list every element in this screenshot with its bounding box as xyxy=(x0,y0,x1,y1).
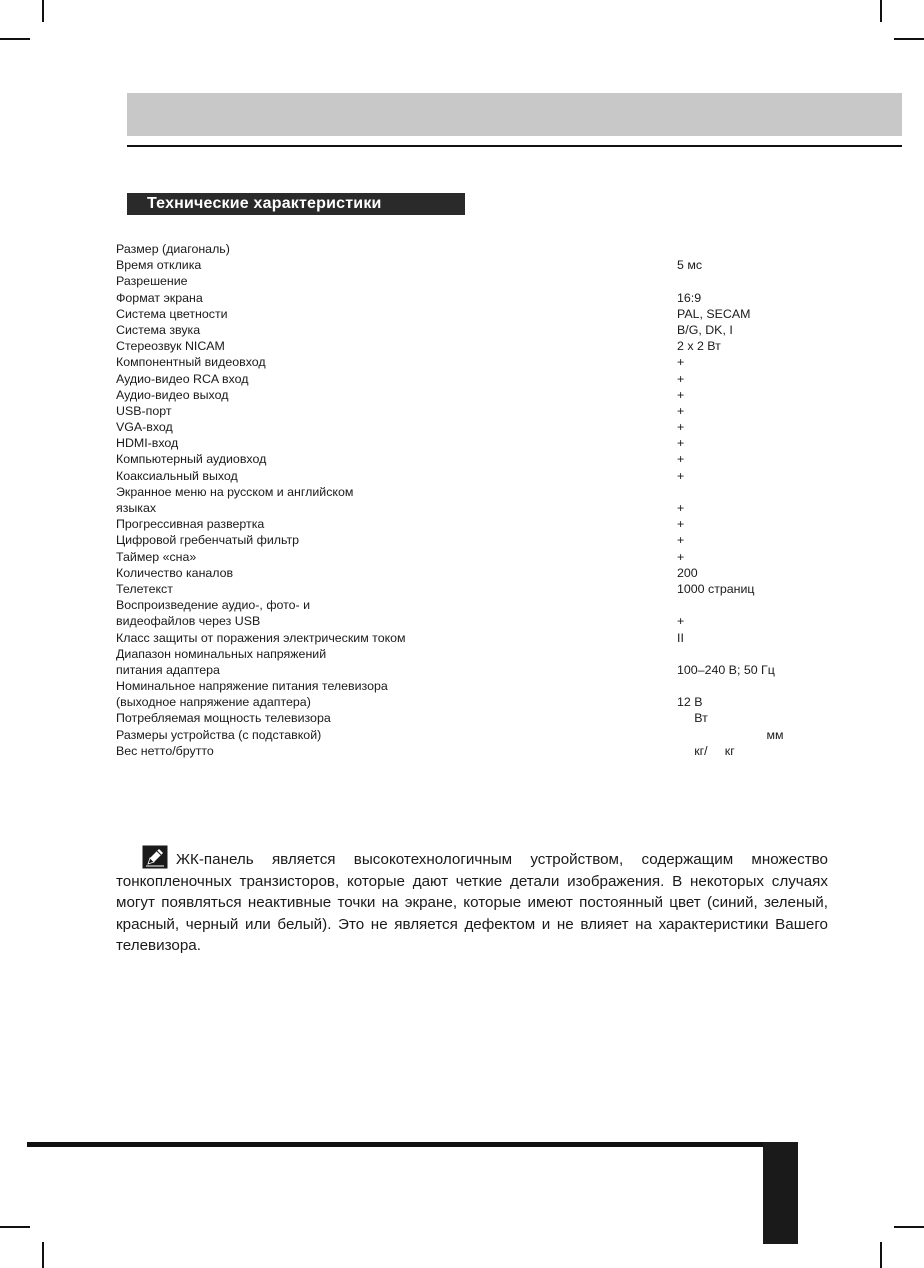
spec-label: Аудио-видео выход xyxy=(116,387,229,402)
spec-label: Количество каналов xyxy=(116,565,234,580)
note-text: ЖК-панель является высокотехнологичным устройством, содержащим множество тонкопленочных транзисторов, которые дают четкие детали изображения. В некоторых случаях могут появляться неактивные точки на экране, которые имеют постоянный цвет (синий, зеленый, красный, черный или белый). Это не является дефектом и не влияет на характеристики Вашего телевизора. xyxy=(116,851,828,955)
spec-row xyxy=(116,403,816,419)
spec-label: Потребляемая мощность телевизора xyxy=(116,711,331,726)
spec-row xyxy=(116,371,816,387)
spec-value: + xyxy=(677,517,685,532)
spec-value: 100–240 В; 50 Гц xyxy=(677,662,775,677)
spec-label: Компонентный видеовход xyxy=(116,355,266,370)
spec-row xyxy=(116,630,816,646)
spec-value: 200 xyxy=(677,565,698,580)
spec-value: + xyxy=(677,533,685,548)
spec-label: Компьютерный аудиовход xyxy=(116,452,267,467)
spec-label: Время отклика xyxy=(116,258,202,273)
crop-mark xyxy=(0,1226,30,1228)
spec-row xyxy=(116,613,816,629)
spec-value: + xyxy=(677,436,685,451)
spec-value: B/G, DK, I xyxy=(677,322,733,337)
crop-mark xyxy=(880,1242,882,1268)
spec-row xyxy=(116,549,816,565)
spec-value: 12 В xyxy=(677,695,703,710)
spec-row xyxy=(116,646,816,662)
spec-row xyxy=(116,484,816,500)
spec-row xyxy=(116,662,816,678)
spec-label: Коаксиальный выход xyxy=(116,468,238,483)
spec-row xyxy=(116,694,816,710)
spec-label: Вес нетто/брутто xyxy=(116,743,214,758)
spec-label: Диапазон номинальных напряжений xyxy=(116,646,327,661)
note-paragraph xyxy=(116,845,828,957)
spec-row xyxy=(116,451,816,467)
spec-label: (выходное напряжение адаптера) xyxy=(116,695,311,710)
crop-mark xyxy=(42,1242,44,1268)
spec-value: + xyxy=(677,371,685,386)
spec-label: питания адаптера xyxy=(116,662,220,677)
spec-value: + xyxy=(677,355,685,370)
spec-row xyxy=(116,500,816,516)
spec-row xyxy=(116,338,816,354)
spec-row xyxy=(116,565,816,581)
spec-label: Воспроизведение аудио-, фото- и xyxy=(116,598,311,613)
page-tab xyxy=(763,1142,798,1244)
spec-row xyxy=(116,581,816,597)
spec-row xyxy=(116,241,816,257)
spec-row xyxy=(116,290,816,306)
spec-value: + xyxy=(677,387,685,402)
spec-row xyxy=(116,354,816,370)
pencil-note-icon xyxy=(142,845,168,869)
spec-row xyxy=(116,678,816,694)
spec-row xyxy=(116,273,816,289)
spec-row xyxy=(116,419,816,435)
spec-row xyxy=(116,597,816,613)
spec-table xyxy=(116,241,816,759)
spec-label: Цифровой гребенчатый фильтр xyxy=(116,533,300,548)
spec-value: 16:9 xyxy=(677,290,702,305)
spec-label: Формат экрана xyxy=(116,290,203,305)
spec-value: + xyxy=(677,501,685,515)
spec-label: Телетекст xyxy=(116,581,173,596)
spec-label: Аудио-видео RCA вход xyxy=(116,371,249,386)
spec-label: Система звука xyxy=(116,322,201,337)
spec-value: кг/ кг xyxy=(677,743,735,758)
spec-row xyxy=(116,257,816,273)
spec-label: Прогрессивная развертка xyxy=(116,517,265,532)
spec-row xyxy=(116,306,816,322)
spec-row xyxy=(116,743,816,759)
crop-mark xyxy=(894,38,924,40)
spec-row xyxy=(116,387,816,403)
spec-label: Система цветности xyxy=(116,306,228,321)
spec-value: + xyxy=(677,452,685,467)
spec-value: + xyxy=(677,468,685,483)
spec-label: USB-порт xyxy=(116,403,172,418)
spec-value: 2 x 2 Вт xyxy=(677,339,721,354)
spec-value: 5 мс xyxy=(677,258,703,273)
crop-mark xyxy=(894,1226,924,1228)
spec-label: видеофайлов через USB xyxy=(116,614,261,629)
spec-label: Номинальное напряжение питания телевизора xyxy=(116,679,388,694)
spec-value: мм xyxy=(677,727,784,742)
spec-label: Размер (диагональ) xyxy=(116,242,230,256)
spec-value: + xyxy=(677,403,685,418)
spec-label: Таймер «сна» xyxy=(116,549,197,564)
spec-label: Класс защиты от поражения электрическим током xyxy=(116,630,406,645)
header-rule xyxy=(127,145,902,147)
spec-row xyxy=(116,435,816,451)
spec-label: Размеры устройства (с подставкой) xyxy=(116,727,322,742)
spec-value: + xyxy=(677,549,685,564)
spec-value: + xyxy=(677,420,685,435)
spec-label: Стереозвук NICAM xyxy=(116,339,225,354)
spec-row xyxy=(116,710,816,726)
spec-label: VGA-вход xyxy=(116,420,173,435)
crop-mark xyxy=(42,0,44,22)
header-band xyxy=(127,93,902,136)
spec-row xyxy=(116,532,816,548)
spec-row xyxy=(116,727,816,743)
spec-value: + xyxy=(677,614,685,629)
spec-label: HDMI-вход xyxy=(116,436,179,451)
crop-mark xyxy=(0,38,30,40)
crop-mark xyxy=(880,0,882,22)
footer-rule xyxy=(27,1142,767,1147)
spec-label: языках xyxy=(116,501,157,515)
spec-row xyxy=(116,468,816,484)
spec-value: 1000 страниц xyxy=(677,581,755,596)
spec-label: Экранное меню на русском и английском xyxy=(116,484,354,499)
spec-label: Разрешение xyxy=(116,274,188,289)
spec-value: II xyxy=(677,630,684,645)
spec-row xyxy=(116,322,816,338)
spec-row xyxy=(116,516,816,532)
spec-value: Вт xyxy=(677,711,708,726)
section-title: Технические характеристики xyxy=(127,193,465,215)
spec-value: PAL, SECAM xyxy=(677,306,751,321)
